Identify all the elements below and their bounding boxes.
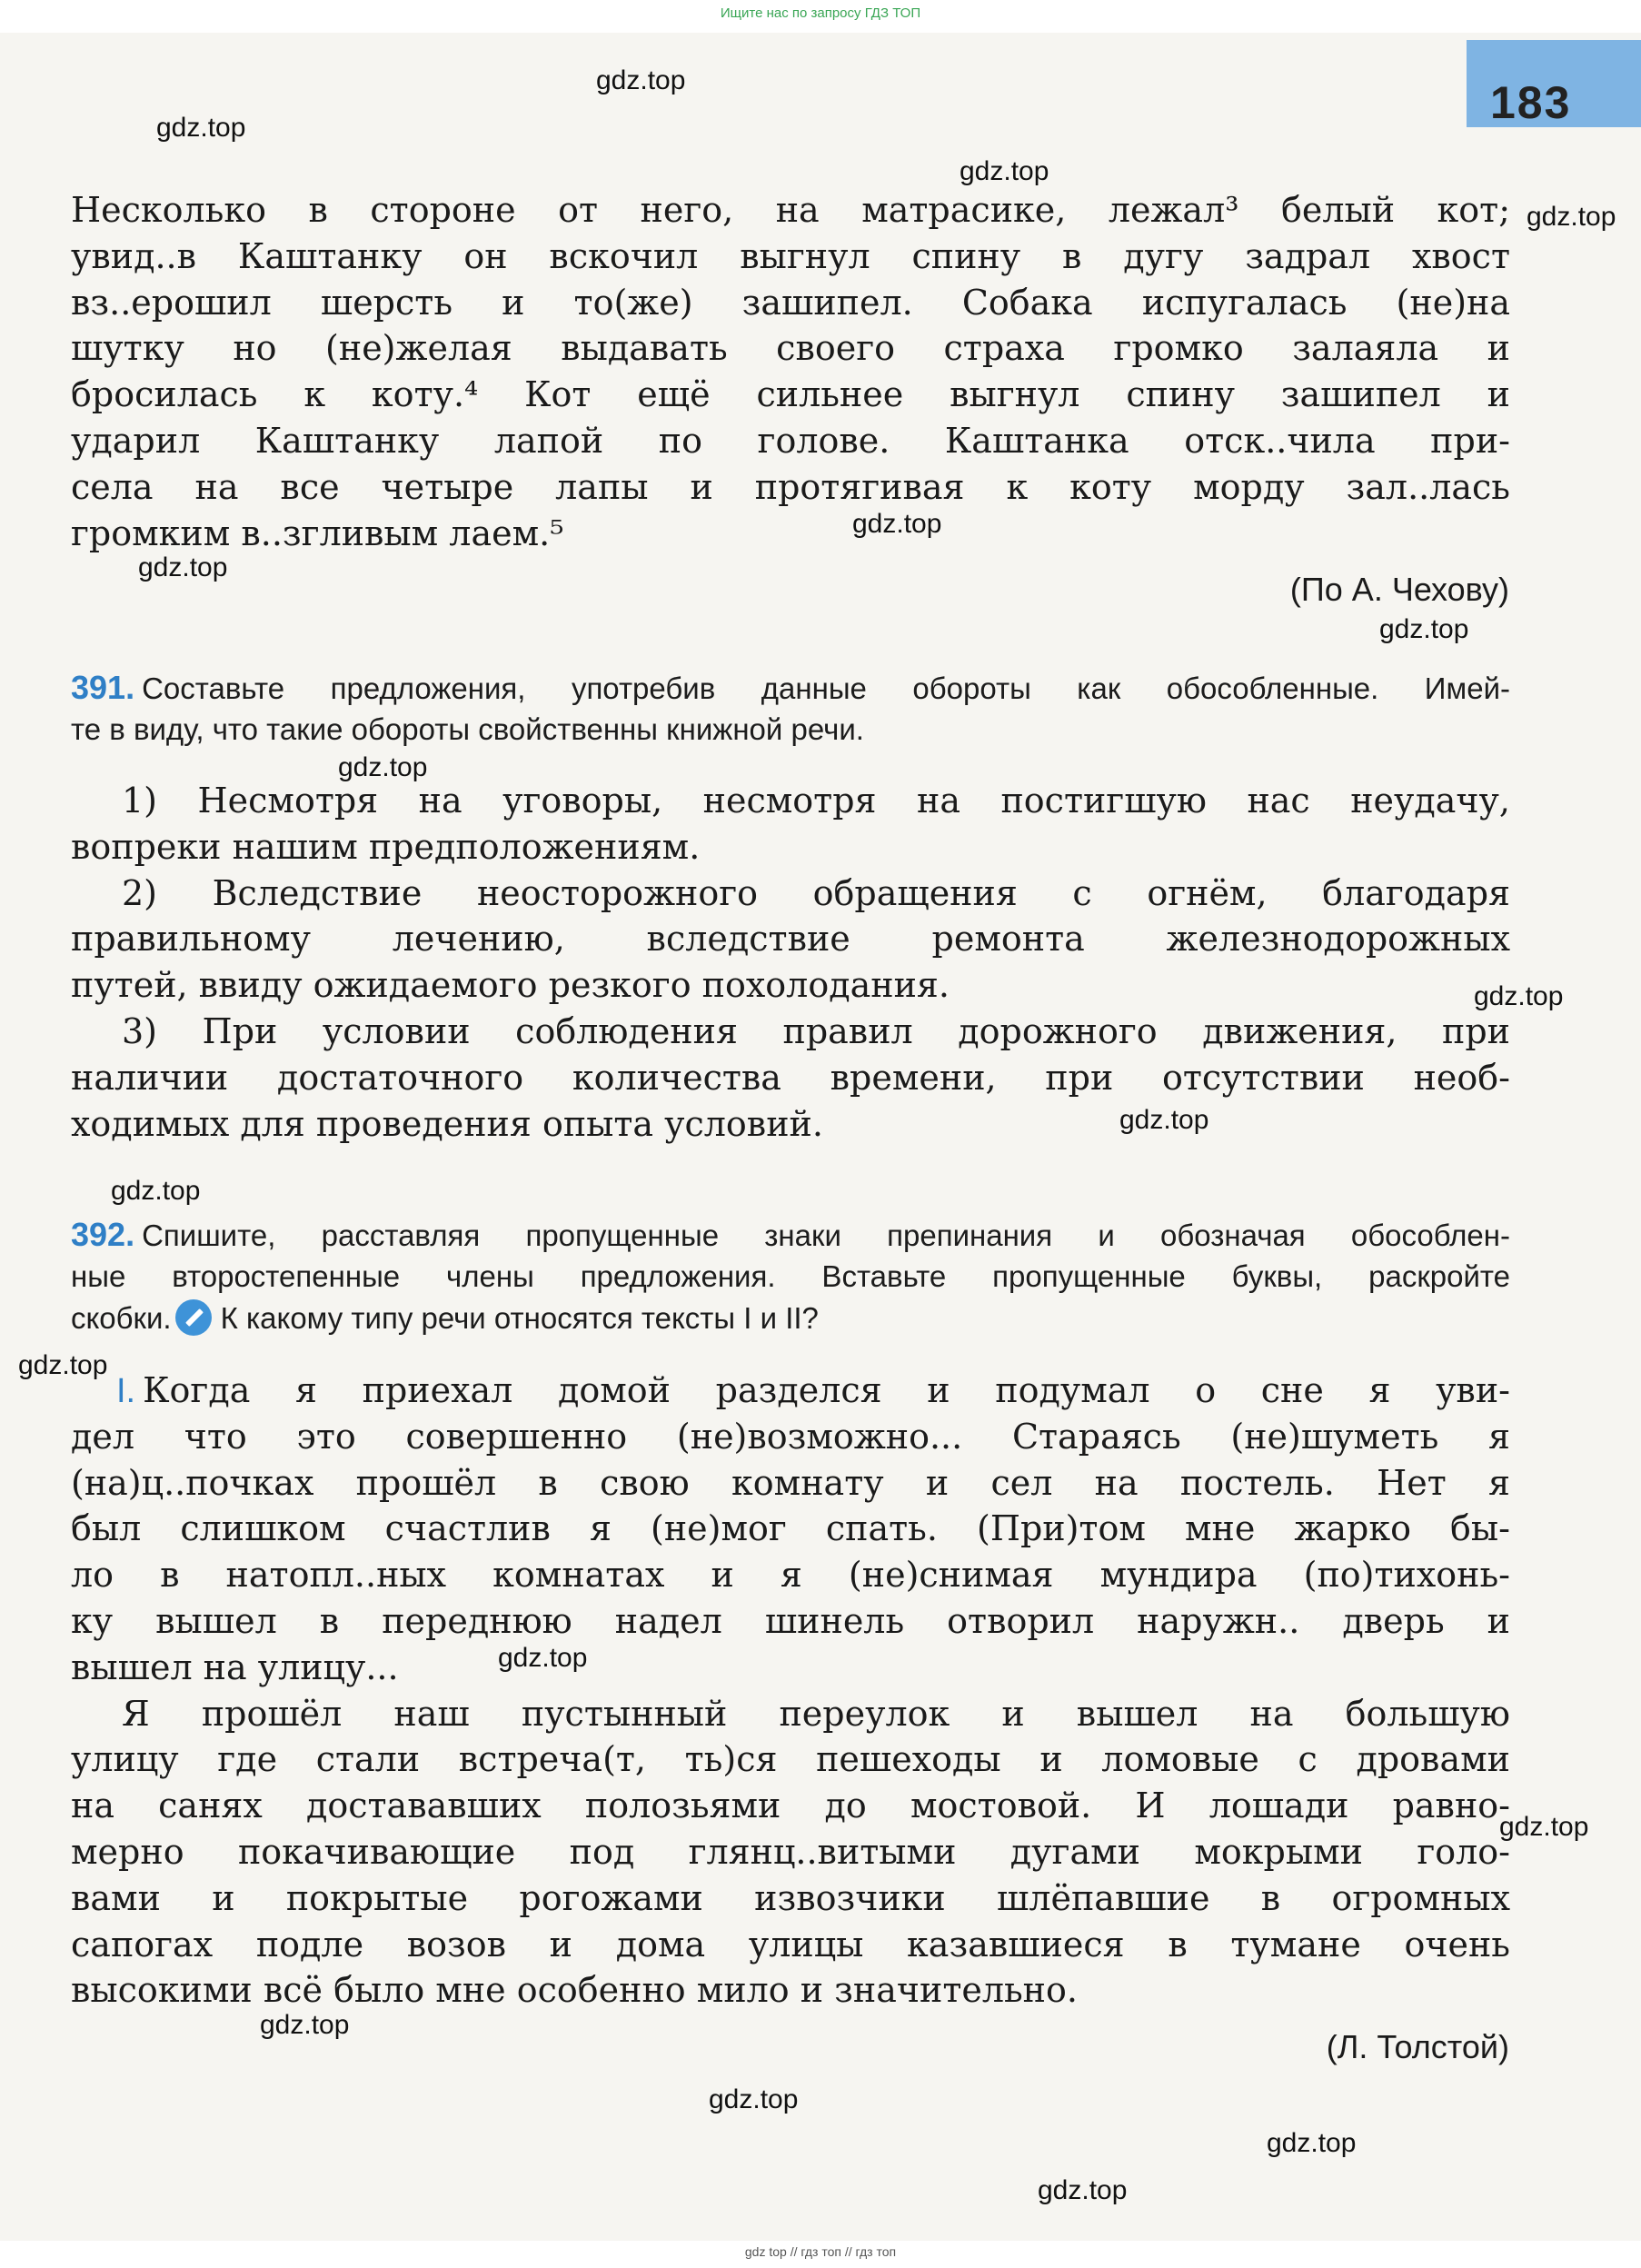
- item-line: ходимых для проведения опыта условий.: [71, 1103, 823, 1144]
- text-line: бросилась к коту.⁴ Кот ещё сильнее выгнул спину зашипел и: [71, 374, 1510, 415]
- text-line: вышел на улицу...: [71, 1646, 399, 1687]
- text-line: Несколько в стороне от него, на матрасике, лежал³ белый кот;: [71, 190, 1510, 230]
- watermark: gdz.top: [18, 1350, 108, 1380]
- task-line: [71, 1214, 1510, 1256]
- watermark: gdz.top: [1119, 1105, 1209, 1135]
- bottom-banner: gdz top // гдз топ // гдз топ: [744, 2244, 897, 2259]
- text-line: ло в натопл..ных комнатах и я (не)снимая мундира (по)тихонь-: [71, 1555, 1510, 1596]
- text-line: мерно покачивающие под глянц..витыми дугами мокрыми голо-: [71, 1831, 1510, 1872]
- text-line: сапогах подле возов и дома улицы казавшиеся в тумане очень: [71, 1924, 1510, 1965]
- text-line: высокими всё было мне особенно мило и значительно.: [71, 1970, 1078, 2011]
- task-text: Составьте предложения, употребив данные обороты как обособленные. Имей-: [142, 671, 1510, 705]
- task-text: скобки.: [71, 1301, 172, 1335]
- text-line: улицу где стали встреча(т, ть)ся пешеходы и ломовые с дровами: [71, 1739, 1510, 1780]
- text-fragment: Когда я приехал домой разделся и подумал о сне я уви-: [143, 1370, 1510, 1410]
- chekhov-text: [71, 187, 1510, 556]
- task-line: [71, 1298, 1510, 1339]
- watermark: gdz.top: [852, 509, 942, 539]
- watermark: gdz.top: [1499, 1812, 1589, 1842]
- watermark: gdz.top: [1038, 2175, 1128, 2205]
- tolstoy-text: [71, 1368, 1510, 2014]
- exercise-number: 392.: [71, 1216, 135, 1253]
- item-line: правильному лечению, вследствие ремонта железнодорожных: [71, 919, 1510, 960]
- exercise-number: 391.: [71, 669, 135, 706]
- item-line: 2) Вследствие неосторожного обращения с огнём, благодаря: [122, 872, 1510, 913]
- pencil-icon: [175, 1299, 212, 1336]
- text-line: на санях достававших полозьями до мостовой. И лошади равно-: [71, 1786, 1510, 1826]
- watermark: gdz.top: [156, 113, 246, 143]
- watermark: gdz.top: [960, 156, 1049, 186]
- watermark: gdz.top: [498, 1643, 588, 1673]
- watermark: gdz.top: [1474, 981, 1564, 1011]
- text-line: ку вышел в переднюю надел шинель отворил наружн.. дверь и: [71, 1600, 1510, 1641]
- watermark: gdz.top: [1527, 202, 1616, 232]
- text-line: [71, 1368, 1510, 1414]
- text-line: ударил Каштанку лапой по голове. Каштанка отск..чила при-: [71, 420, 1510, 461]
- task-question: К какому типу речи относятся тексты I и II?: [220, 1301, 819, 1335]
- exercise-392-task: [71, 1214, 1510, 1339]
- text-line: вз..ерошил шерсть и то(же) зашипел. Собака испугалась (не)на: [71, 282, 1510, 323]
- page-number: 183: [1490, 77, 1572, 128]
- watermark: gdz.top: [338, 752, 428, 782]
- text-line: Я прошёл наш пустынный переулок и вышел на большую: [122, 1693, 1510, 1734]
- text-label: I.: [116, 1372, 136, 1410]
- text-line: был слишком счастлив я (не)мог спать. (При)том мне жарко бы-: [71, 1508, 1510, 1549]
- text-line: громким в..згливым лаем.⁵: [71, 512, 564, 553]
- top-banner: Ищите нас по запросу ГДЗ ТОП: [720, 5, 921, 21]
- watermark: gdz.top: [1379, 614, 1469, 644]
- item-line: вопреки нашим предположениям.: [71, 826, 701, 867]
- text-line: вами и покрытые рогожами извозчики шлёпавшие в огромных: [71, 1877, 1510, 1918]
- author-tolstoy: (Л. Толстой): [1326, 2028, 1509, 2065]
- item-line: 3) При условии соблюдения правил дорожного движения, при: [122, 1010, 1510, 1051]
- task-line: [71, 667, 1510, 709]
- item-line: 1) Несмотря на уговоры, несмотря на постигшую нас неудачу,: [122, 781, 1510, 821]
- text-line: дел что это совершенно (не)возможно... Стараясь (не)шуметь я: [71, 1416, 1510, 1457]
- text-line: увид..в Каштанку он вскочил выгнул спину в дугу задрал хвост: [71, 235, 1510, 276]
- task-line: те в виду, что такие обороты свойственны книжной речи.: [71, 712, 864, 746]
- item-line: наличии достаточного количества времени, при отсутствии необ-: [71, 1057, 1510, 1098]
- watermark: gdz.top: [111, 1176, 201, 1206]
- watermark: gdz.top: [138, 552, 228, 582]
- text-line: села на все четыре лапы и протягивая к коту морду зал..лась: [71, 466, 1510, 507]
- exercise-391-task: [71, 667, 1510, 751]
- task-text: Спишите, расставляя пропущенные знаки препинания и обозначая обособлен-: [142, 1219, 1510, 1252]
- watermark: gdz.top: [596, 65, 686, 95]
- watermark: gdz.top: [709, 2084, 799, 2114]
- exercise-391-items: [71, 778, 1510, 1147]
- item-line: путей, ввиду ожидаемого резкого похолодания.: [71, 965, 950, 1006]
- watermark: gdz.top: [260, 2010, 350, 2040]
- task-line: ные второстепенные члены предложения. Вставьте пропущенные буквы, раскройте: [71, 1259, 1510, 1293]
- text-line: (на)ц..почках прошёл в свою комнату и сел на постель. Нет я: [71, 1462, 1510, 1503]
- author-chekhov: (По А. Чехову): [1289, 571, 1509, 608]
- text-line: шутку но (не)желая выдавать своего страха громко залаяла и: [71, 328, 1510, 369]
- watermark: gdz.top: [1267, 2128, 1357, 2158]
